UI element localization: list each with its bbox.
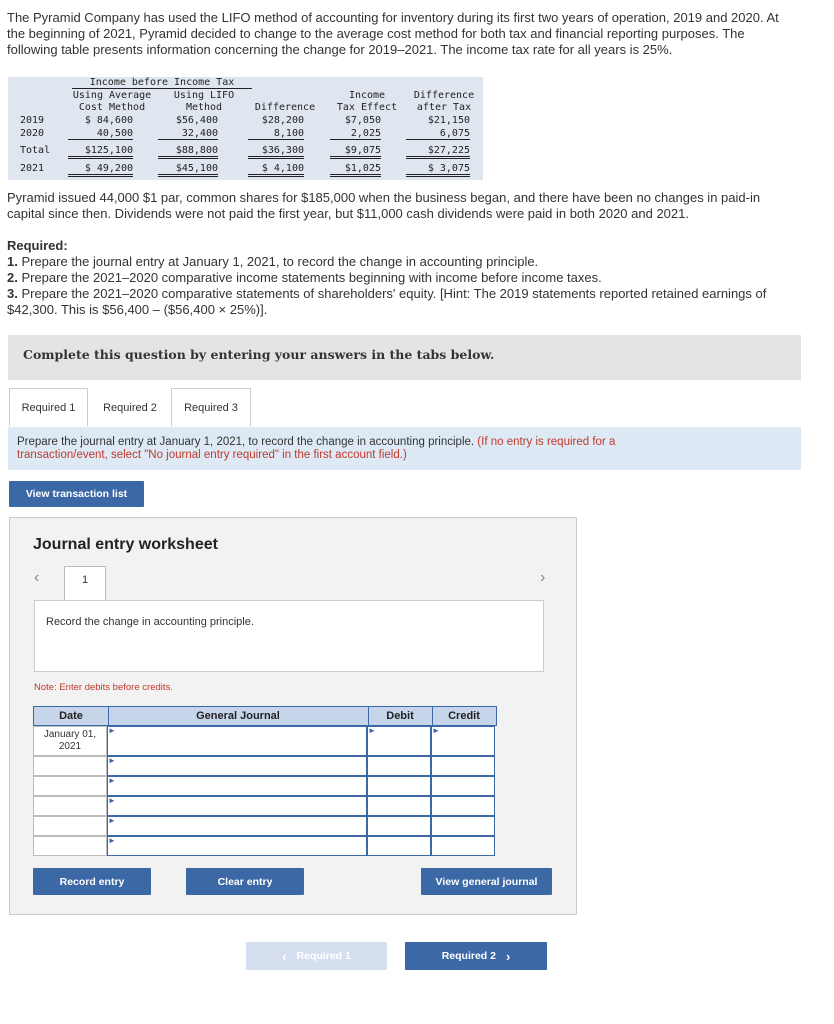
table-row <box>33 726 497 756</box>
debit-input[interactable] <box>367 776 431 796</box>
date-cell[interactable] <box>33 816 107 836</box>
date-header: Date <box>59 710 83 722</box>
tab-label: Required 3 <box>184 401 238 414</box>
dropdown-arrow-icon: ► <box>108 756 116 765</box>
tab-required-3[interactable] <box>171 388 251 426</box>
instruction-note-cont: transaction/event, select "No journal entry required" in the first account field.) <box>17 449 407 461</box>
worksheet-description: Record the change in accounting principle. <box>46 616 254 628</box>
tab-label: Required 2 <box>103 401 157 414</box>
table-cell: 40,500 <box>68 128 133 140</box>
tab-required-1[interactable] <box>9 388 88 426</box>
col5-header-2: after Tax <box>416 102 472 113</box>
next-label: Required 2 <box>441 950 496 962</box>
table-row <box>33 796 497 816</box>
item-text: Prepare the 2021–2020 comparative statements of shareholders' equity. [Hint: The 2019 statements reported retained earnings of <box>17 286 767 301</box>
debit-input[interactable] <box>367 796 431 816</box>
prev-required-button[interactable] <box>246 942 387 970</box>
debit-input[interactable] <box>367 816 431 836</box>
dropdown-arrow-icon: ► <box>368 726 376 735</box>
instructions-banner <box>8 335 801 380</box>
next-required-button[interactable] <box>405 942 547 970</box>
shares-line-2: capital since then. Dividends were not paid the first year, but $11,000 cash dividends were paid in both 2020 and 2021. <box>7 206 689 221</box>
col2-header-2: Method <box>185 102 223 113</box>
table-cell: $7,050 <box>344 115 381 126</box>
dropdown-arrow-icon: ► <box>108 796 116 805</box>
worksheet-page-tab[interactable]: 1 <box>64 566 106 600</box>
table-cell: 6,075 <box>406 128 470 140</box>
required-item-1 <box>7 254 827 270</box>
account-input[interactable] <box>107 836 367 856</box>
table-cell: $36,300 <box>248 145 304 159</box>
table-cell: $27,225 <box>406 145 470 159</box>
account-input[interactable] <box>107 726 367 756</box>
intro-line-1: The Pyramid Company has used the LIFO method of accounting for inventory during its first two years of operation, 2019 and 2020. At <box>7 10 779 25</box>
date-cell[interactable] <box>33 796 107 816</box>
table-cell: $1,025 <box>330 163 381 177</box>
chevron-right-icon: › <box>505 948 511 964</box>
chevron-left-icon[interactable]: ‹ <box>34 569 40 586</box>
table-cell: 8,100 <box>248 128 304 140</box>
credit-header: Credit <box>448 710 480 722</box>
required-item-3-cont: $42,300. This is $56,400 – ($56,400 × 25%)]. <box>7 302 268 317</box>
table-cell: 32,400 <box>158 128 218 140</box>
col1-header-1: Using Average <box>72 90 152 101</box>
banner-text: Complete this question by entering your answers in the tabs below. <box>23 347 495 362</box>
table-row <box>33 756 497 776</box>
date-line-2: 2021 <box>58 741 82 752</box>
date-cell[interactable] <box>33 836 107 856</box>
row-label: 2020 <box>20 128 45 139</box>
instruction-note: (If no entry is required for a <box>474 436 616 448</box>
data-table <box>8 77 483 180</box>
dropdown-arrow-icon: ► <box>108 776 116 785</box>
item-number: 3. <box>7 286 18 301</box>
credit-input[interactable] <box>431 816 495 836</box>
item-text: Prepare the 2021–2020 comparative income statements beginning with income before income taxes. <box>17 270 602 285</box>
table-cell: $28,200 <box>261 115 304 126</box>
table-cell: $9,075 <box>330 145 381 159</box>
dropdown-arrow-icon: ► <box>108 836 116 845</box>
col4-header-1: Income <box>348 90 386 101</box>
debit-header: Debit <box>386 710 414 722</box>
debit-input[interactable] <box>367 756 431 776</box>
instruction-band <box>8 427 801 470</box>
instruction-main: Prepare the journal entry at January 1, 2021, to record the change in accounting principle. <box>17 436 475 448</box>
table-cell: $ 49,200 <box>68 163 133 177</box>
clear-entry-button[interactable]: Clear entry <box>186 868 304 895</box>
debit-input[interactable] <box>367 726 431 756</box>
worksheet-title: Journal entry worksheet <box>33 536 218 553</box>
chevron-left-icon: ‹ <box>282 948 287 964</box>
table-row <box>33 776 497 796</box>
record-entry-button[interactable]: Record entry <box>33 868 151 895</box>
date-line-1: January 01, <box>43 729 97 740</box>
dropdown-arrow-icon: ► <box>108 816 116 825</box>
required-heading: Required: <box>7 238 68 253</box>
credit-input[interactable] <box>431 796 495 816</box>
item-number: 1. <box>7 254 18 269</box>
required-item-3 <box>7 286 827 302</box>
account-input[interactable] <box>107 816 367 836</box>
table-row <box>33 816 497 836</box>
shares-line-1: Pyramid issued 44,000 $1 par, common shares for $185,000 when the business began, and there have been no changes in paid-in <box>7 190 761 205</box>
table-cell: $ 84,600 <box>84 115 133 126</box>
row-label: 2019 <box>20 115 45 126</box>
date-cell <box>33 726 107 756</box>
col4-header-2: Tax Effect <box>336 102 398 113</box>
prev-label: Required 1 <box>296 950 351 962</box>
table-cell: $125,100 <box>68 145 133 159</box>
row-label: 2021 <box>20 163 45 174</box>
credit-input[interactable] <box>431 836 495 856</box>
debit-input[interactable] <box>367 836 431 856</box>
dropdown-arrow-icon: ► <box>108 726 116 735</box>
table-cell: $45,100 <box>158 163 218 177</box>
view-transaction-list-button[interactable]: View transaction list <box>9 481 144 507</box>
tab-required-2[interactable] <box>90 388 170 426</box>
instruction-text <box>17 436 797 462</box>
intro-line-2: the beginning of 2021, Pyramid decided to change to the average cost method for both tax and financial reporting purposes. The <box>7 26 745 41</box>
account-input[interactable] <box>107 796 367 816</box>
journal-header: General Journal <box>196 710 280 722</box>
chevron-right-icon[interactable]: › <box>540 569 546 586</box>
view-general-journal-button[interactable]: View general journal <box>421 868 552 895</box>
col3-header: Difference <box>254 102 316 113</box>
credit-input[interactable] <box>431 726 495 756</box>
account-input[interactable] <box>107 776 367 796</box>
item-number: 2. <box>7 270 18 285</box>
table-cell: $ 3,075 <box>406 163 470 177</box>
col5-header-1: Difference <box>413 90 475 101</box>
table-cell: 2,025 <box>330 128 381 140</box>
dropdown-arrow-icon: ► <box>432 726 440 735</box>
intro-line-3: following table presents information concerning the change for 2019–2021. The income tax rate for all years is 25%. <box>7 42 673 57</box>
shares-paragraph <box>7 190 827 222</box>
credit-input[interactable] <box>431 756 495 776</box>
journal-header-row <box>33 706 497 726</box>
item-text: Prepare the journal entry at January 1, 2021, to record the change in accounting principle. <box>17 254 539 269</box>
tab-label: Required 1 <box>21 401 76 414</box>
table-cell: $88,800 <box>158 145 218 159</box>
table-cell: $56,400 <box>175 115 218 126</box>
col1-header-2: Cost Method <box>78 102 146 113</box>
worksheet-description-box <box>34 600 544 672</box>
account-input[interactable] <box>107 756 367 776</box>
required-section <box>7 238 827 318</box>
intro-paragraph <box>7 10 827 58</box>
worksheet-note: Note: Enter debits before credits. <box>34 682 173 693</box>
table-cell: $ 4,100 <box>248 163 304 177</box>
row-label: Total <box>20 145 51 156</box>
col2-header-1: Using LIFO <box>173 90 235 101</box>
date-cell[interactable] <box>33 776 107 796</box>
table-group-header: Income before Income Tax <box>72 77 252 89</box>
table-row <box>33 836 497 856</box>
date-cell[interactable] <box>33 756 107 776</box>
credit-input[interactable] <box>431 776 495 796</box>
table-cell: $21,150 <box>427 115 470 126</box>
required-item-2 <box>7 270 827 286</box>
